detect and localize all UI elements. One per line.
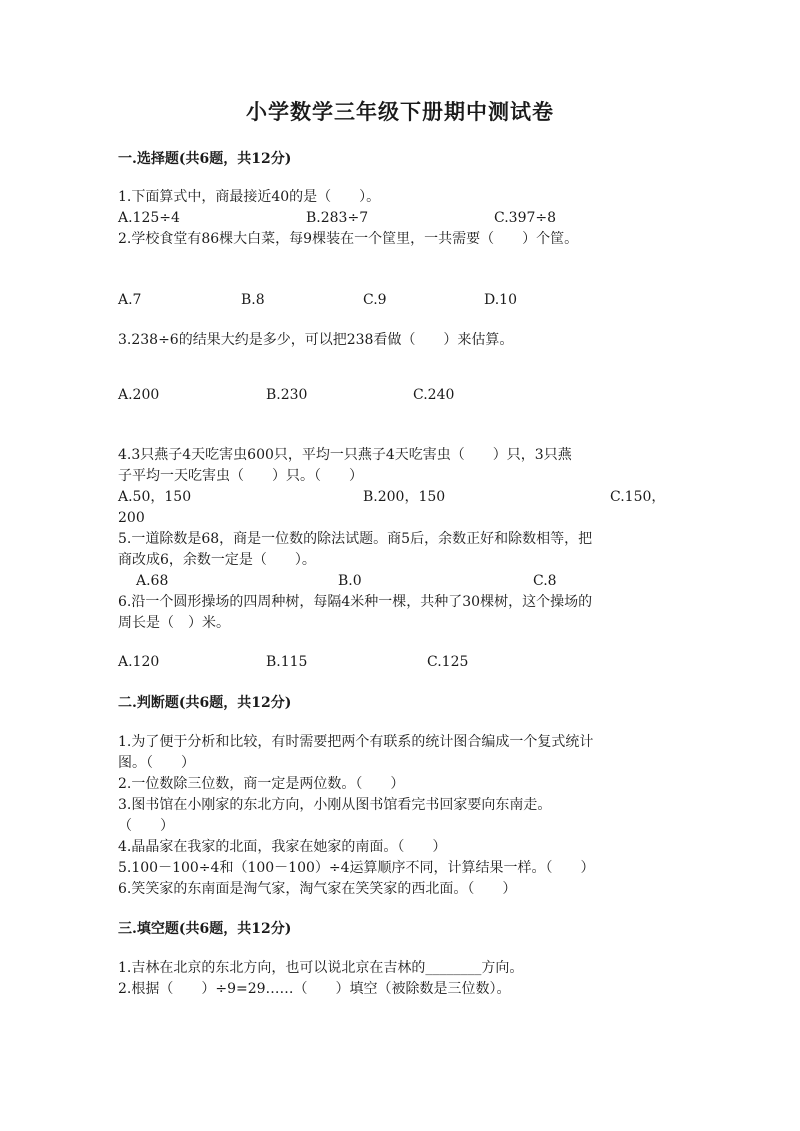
question-text: 周长是（ ）米。 — [118, 615, 230, 631]
question-text: 5.一道除数是68，商是一位数的除法试题。商5后，余数正好和除数相等，把 — [118, 531, 593, 547]
question-text: 3.238÷6的结果大约是多少，可以把238看做（ ）来估算。 — [118, 332, 514, 348]
option-a: A.7 — [118, 292, 142, 308]
option-a: A.50，150 — [118, 489, 192, 505]
option-c: C.150， — [610, 489, 666, 505]
option-a: A.125÷4 — [118, 210, 180, 226]
option-a: A.120 — [118, 654, 160, 670]
option-c: C.397÷8 — [494, 210, 557, 226]
option-c: C.9 — [363, 292, 387, 308]
statement-line: （ ） — [118, 818, 174, 834]
section-heading-judgement: 二.判断题(共6题，共12分) — [118, 695, 292, 711]
option-a: A.68 — [136, 573, 169, 589]
question-text: 1.下面算式中，商最接近40的是（ ）。 — [118, 189, 381, 205]
question-text: 6.沿一个圆形操场的四周种树，每隔4米种一棵，共种了30棵树，这个操场的 — [118, 594, 593, 610]
fill-blank-line: 2.根据（ ）÷9=29……（ ）填空（被除数是三位数）。 — [118, 981, 511, 997]
option-b: B.115 — [266, 654, 308, 670]
option-c: C.8 — [533, 573, 557, 589]
option-b: B.200，150 — [363, 489, 446, 505]
fill-blank-line: 1.吉林在北京的东北方向，也可以说北京在吉林的________方向。 — [118, 960, 524, 976]
statement-line: 6.笑笑家的东南面是淘气家，淘气家在笑笑家的西北面。（ ） — [118, 881, 517, 897]
option-b: B.283÷7 — [306, 210, 369, 226]
option-b: B.0 — [338, 573, 362, 589]
statement-line: 图。（ ） — [118, 755, 195, 771]
statement-line: 3.图书馆在小刚家的东北方向，小刚从图书馆看完书回家要向东南走。 — [118, 797, 552, 813]
question-text: 4.3只燕子4天吃害虫600只，平均一只燕子4天吃害虫（ ）只，3只燕 — [118, 447, 572, 463]
option-b: B.230 — [266, 387, 308, 403]
section-heading-choice: 一.选择题(共6题，共12分) — [118, 151, 292, 167]
question-text: 子平均一天吃害虫（ ）只。（ ） — [118, 468, 363, 484]
option-c-continued: 200 — [118, 510, 145, 526]
option-b: B.8 — [241, 292, 265, 308]
option-d: D.10 — [484, 292, 517, 308]
statement-line: 1.为了便于分析和比较，有时需要把两个有联系的统计图合编成一个复式统计 — [118, 734, 594, 750]
statement-line: 5.100－100÷4和（100－100）÷4运算顺序不同，计算结果一样。（ ） — [118, 860, 595, 876]
question-text: 商改成6，余数一定是（ ）。 — [118, 552, 316, 568]
statement-line: 4.晶晶家在我家的北面，我家在她家的南面。（ ） — [118, 839, 447, 855]
question-text: 2.学校食堂有86棵大白菜，每9棵装在一个筐里，一共需要（ ）个筐。 — [118, 231, 579, 247]
option-a: A.200 — [118, 387, 160, 403]
option-c: C.125 — [427, 654, 469, 670]
exam-title: 小学数学三年级下册期中测试卷 — [246, 99, 554, 124]
section-heading-fill-blank: 三.填空题(共6题，共12分) — [118, 921, 292, 937]
statement-line: 2.一位数除三位数，商一定是两位数。（ ） — [118, 776, 405, 792]
option-c: C.240 — [413, 387, 455, 403]
